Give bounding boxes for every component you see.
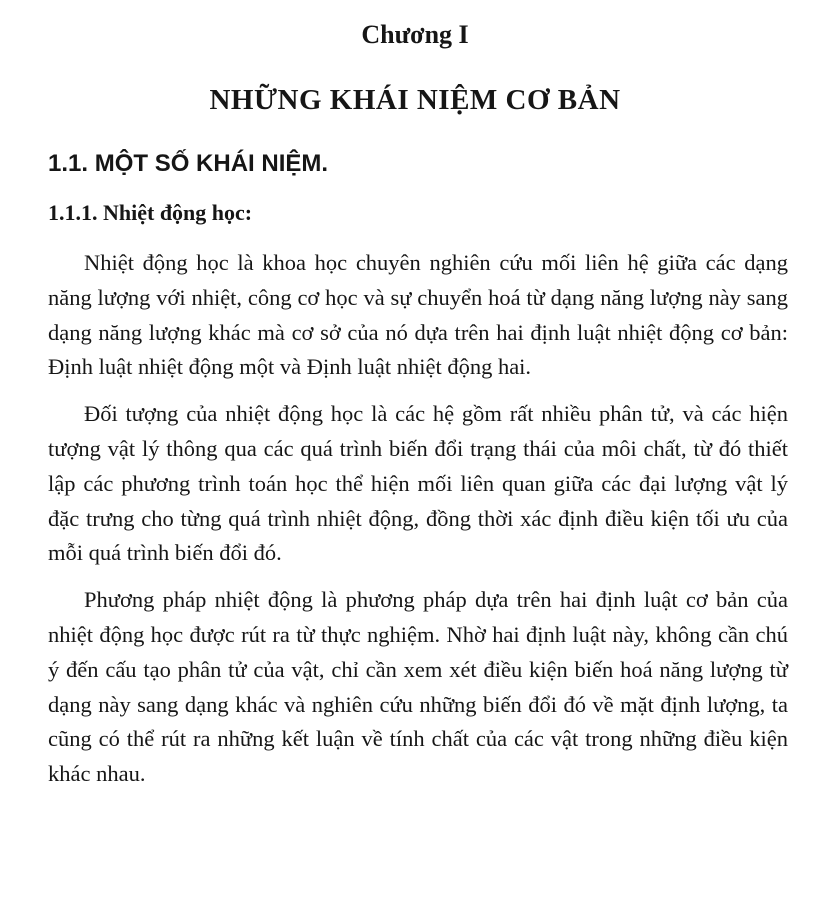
body-text [48, 246, 788, 804]
paragraph-1: Nhiệt động học là khoa học chuyên nghiên cứu mối liên hệ giữa các dạng năng lượng với nhiệt, công cơ học và sự chuyển hoá từ dạng năng lượng này sang dạng năng lượng khác mà cơ sở của nó dựa trên hai định luật nhiệt động cơ bản: Định luật nhiệt động một và Định luật nhiệt động hai. [48, 250, 788, 380]
chapter-label: Chương I [361, 20, 469, 49]
subsection-heading: 1.1.1. Nhiệt động học: [48, 200, 253, 225]
chapter-title: NHỮNG KHÁI NIỆM CƠ BẢN [209, 84, 621, 116]
section-heading: 1.1. MỘT SỐ KHÁI NIỆM. [48, 150, 329, 177]
paragraph-3: Phương pháp nhiệt động là phương pháp dựa trên hai định luật cơ bản của nhiệt động học được rút ra từ thực nghiệm. Nhờ hai định luật này, không cần chú ý đến cấu tạo phân tử của vật, chỉ cần xem xét điều kiện biến hoá năng lượng từ dạng này sang dạng khác và nghiên cứu những biến đổi đó về mặt định lượng, ta cũng có thể rút ra những kết luận về tính chất của các vật trong những điều kiện khác nhau. [48, 587, 788, 787]
paragraph-2: Đối tượng của nhiệt động học là các hệ gồm rất nhiều phân tử, và các hiện tượng vật lý thông qua các quá trình biến đổi trạng thái của môi chất, từ đó thiết lập các phương trình toán học thể hiện mối liên quan giữa các đại lượng vật lý đặc trưng cho từng quá trình nhiệt động, đồng thời xác định điều kiện tối ưu của mỗi quá trình biến đổi đó. [48, 401, 788, 566]
